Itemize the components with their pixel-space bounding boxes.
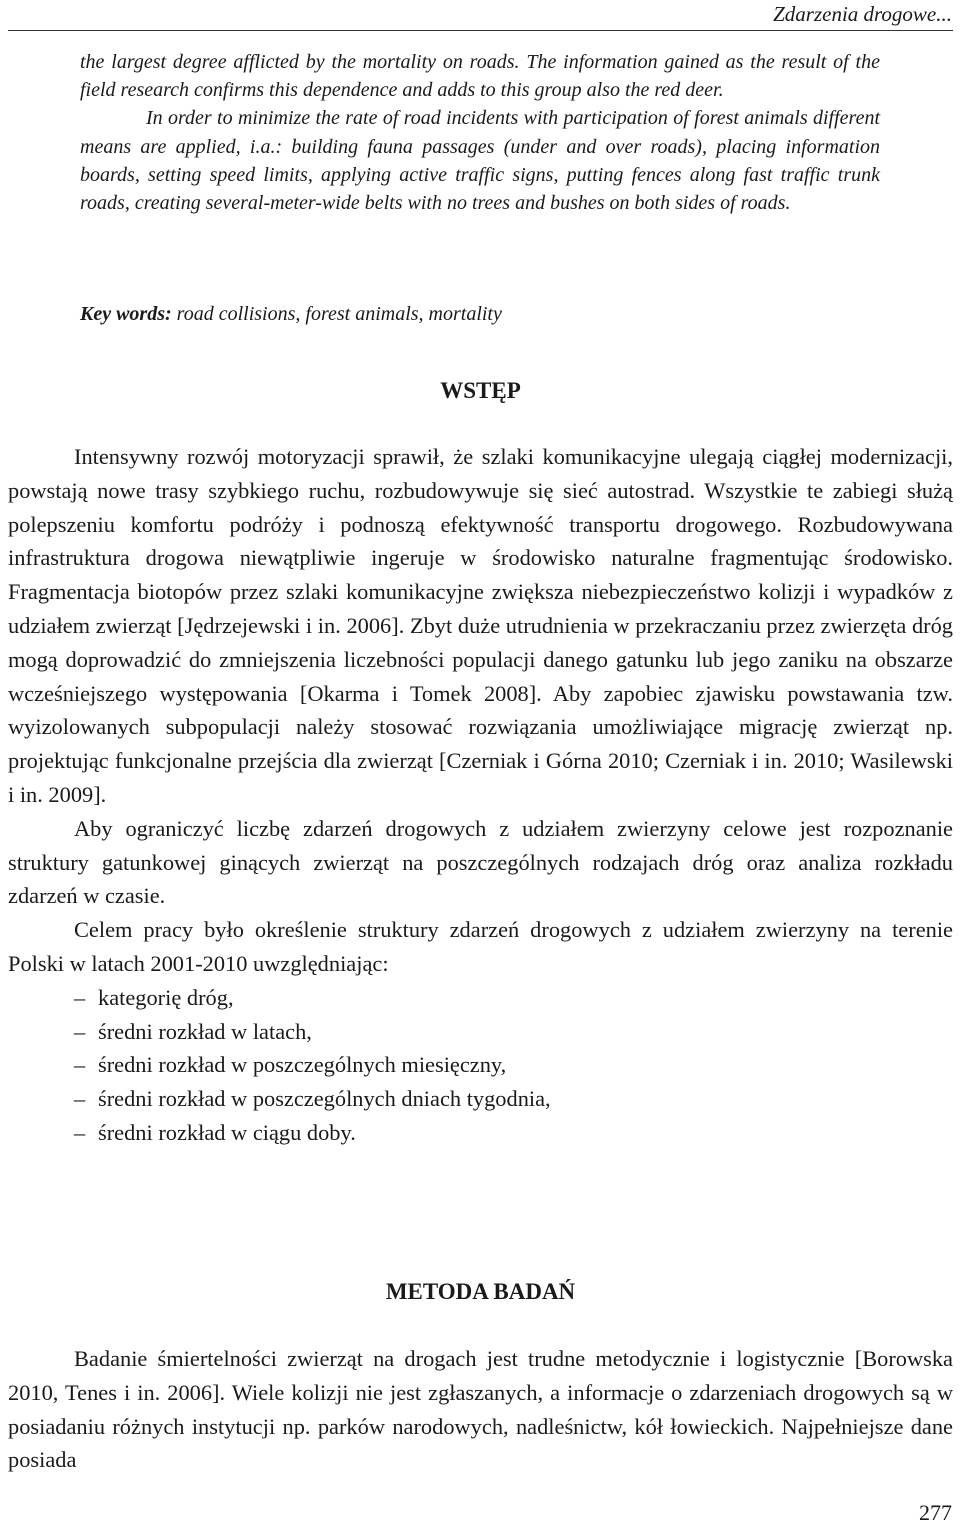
section-body-wstep: [8, 440, 953, 1150]
dash-bullet: –: [74, 1119, 86, 1145]
keywords-label: Key words:: [80, 303, 172, 325]
body-paragraph: Celem pracy było określenie struktury zdarzeń drogowych z udziałem zwierzyny na terenie Polski w latach 2001-2010 uwzględniając:: [8, 917, 953, 976]
dash-bullet: –: [74, 1086, 86, 1112]
abstract-paragraph: In order to minimize the rate of road incidents with participation of forest animals different means are applied, i.a.: building fauna passages (under and over roads), placing information boards, setting speed limits, applying active traffic signs, putting fences along fast traffic trunk roads, creating several-meter-wide belts with no trees and bushes on both sides of roads.: [80, 107, 880, 215]
page-number: 277: [919, 1500, 952, 1525]
section-body-metoda: [8, 1342, 953, 1477]
list-item: – średni rozkład w poszczególnych miesięczny,: [8, 1048, 953, 1082]
objectives-list: [8, 981, 953, 1150]
body-paragraph: Aby ograniczyć liczbę zdarzeń drogowych z udziałem zwierzyny celowe jest rozpoznanie struktury gatunkowej ginących zwierząt na poszczególnych rodzajach dróg oraz analiza rozkładu zdarzeń w czasie.: [8, 815, 953, 909]
header-rule: [8, 30, 953, 31]
list-item: – średni rozkład w ciągu doby.: [8, 1116, 953, 1150]
body-paragraph: Intensywny rozwój motoryzacji sprawił, że szlaki komunikacyjne ulegają ciągłej modernizacji, powstają nowe trasy szybkiego ruchu, rozbudowywuje się sieć autostrad. Wszystkie te zabiegi służą polepszeniu komfortu podróży i podnoszą efektywność transportu drogowego. Rozbudowywana infrastruktura drogowa niewątpliwie ingeruje w środowisko naturalne fragmentując środowisko. Fragmentacja biotopów przez szlaki komunikacyjne zwiększa niebezpieczeństwo kolizji i wypadków z udziałem zwierząt [Jędrzejewski i in. 2006]. Zbyt duże utrudnienia w przekraczaniu przez zwierzęta dróg mogą doprowadzić do zmniejszenia liczebności populacji danego gatunku lub jego zaniku na obszarze wcześniejszego występowania [Okarma i Tomek 2008]. Aby zapobiec zjawisku powstawania tzw. wyizolowanych subpopulacji należy stosować rozwiązania umożliwiające migrację zwierząt np. projektując funkcjonalne przejścia dla zwierząt [Czerniak i Górna 2010; Czerniak i in. 2010; Wasilewski i in. 2009].: [8, 444, 953, 807]
body-paragraph: Badanie śmiertelności zwierząt na drogach jest trudne metodycznie i logistycznie [Borowska 2010, Tenes i in. 2006]. Wiele kolizji nie jest zgłaszanych, a informacje o zdarzeniach drogowych są w posiadaniu różnych instytucji np. parków narodowych, nadleśnictw, kół łowieckich. Najpełniejsze dane posiada: [8, 1346, 953, 1473]
keywords-text: road collisions, forest animals, mortality: [176, 303, 502, 325]
section-heading-metoda: METODA BADAŃ: [385, 1279, 576, 1304]
dash-bullet: –: [74, 1052, 86, 1078]
abstract: [80, 48, 880, 217]
abstract-paragraph: the largest degree afflicted by the mortality on roads. The information gained as the result of the field research confirms this dependence and adds to this group also the red deer.: [80, 51, 880, 102]
section-heading-wstep: WSTĘP: [440, 378, 521, 403]
keywords: [80, 300, 880, 328]
list-item: – kategorię dróg,: [8, 981, 953, 1015]
dash-bullet: –: [74, 1018, 86, 1044]
dash-bullet: –: [74, 984, 86, 1010]
running-title: Zdarzenia drogowe...: [773, 2, 952, 26]
list-item: – średni rozkład w latach,: [8, 1015, 953, 1049]
list-item: – średni rozkład w poszczególnych dniach tygodnia,: [8, 1082, 953, 1116]
